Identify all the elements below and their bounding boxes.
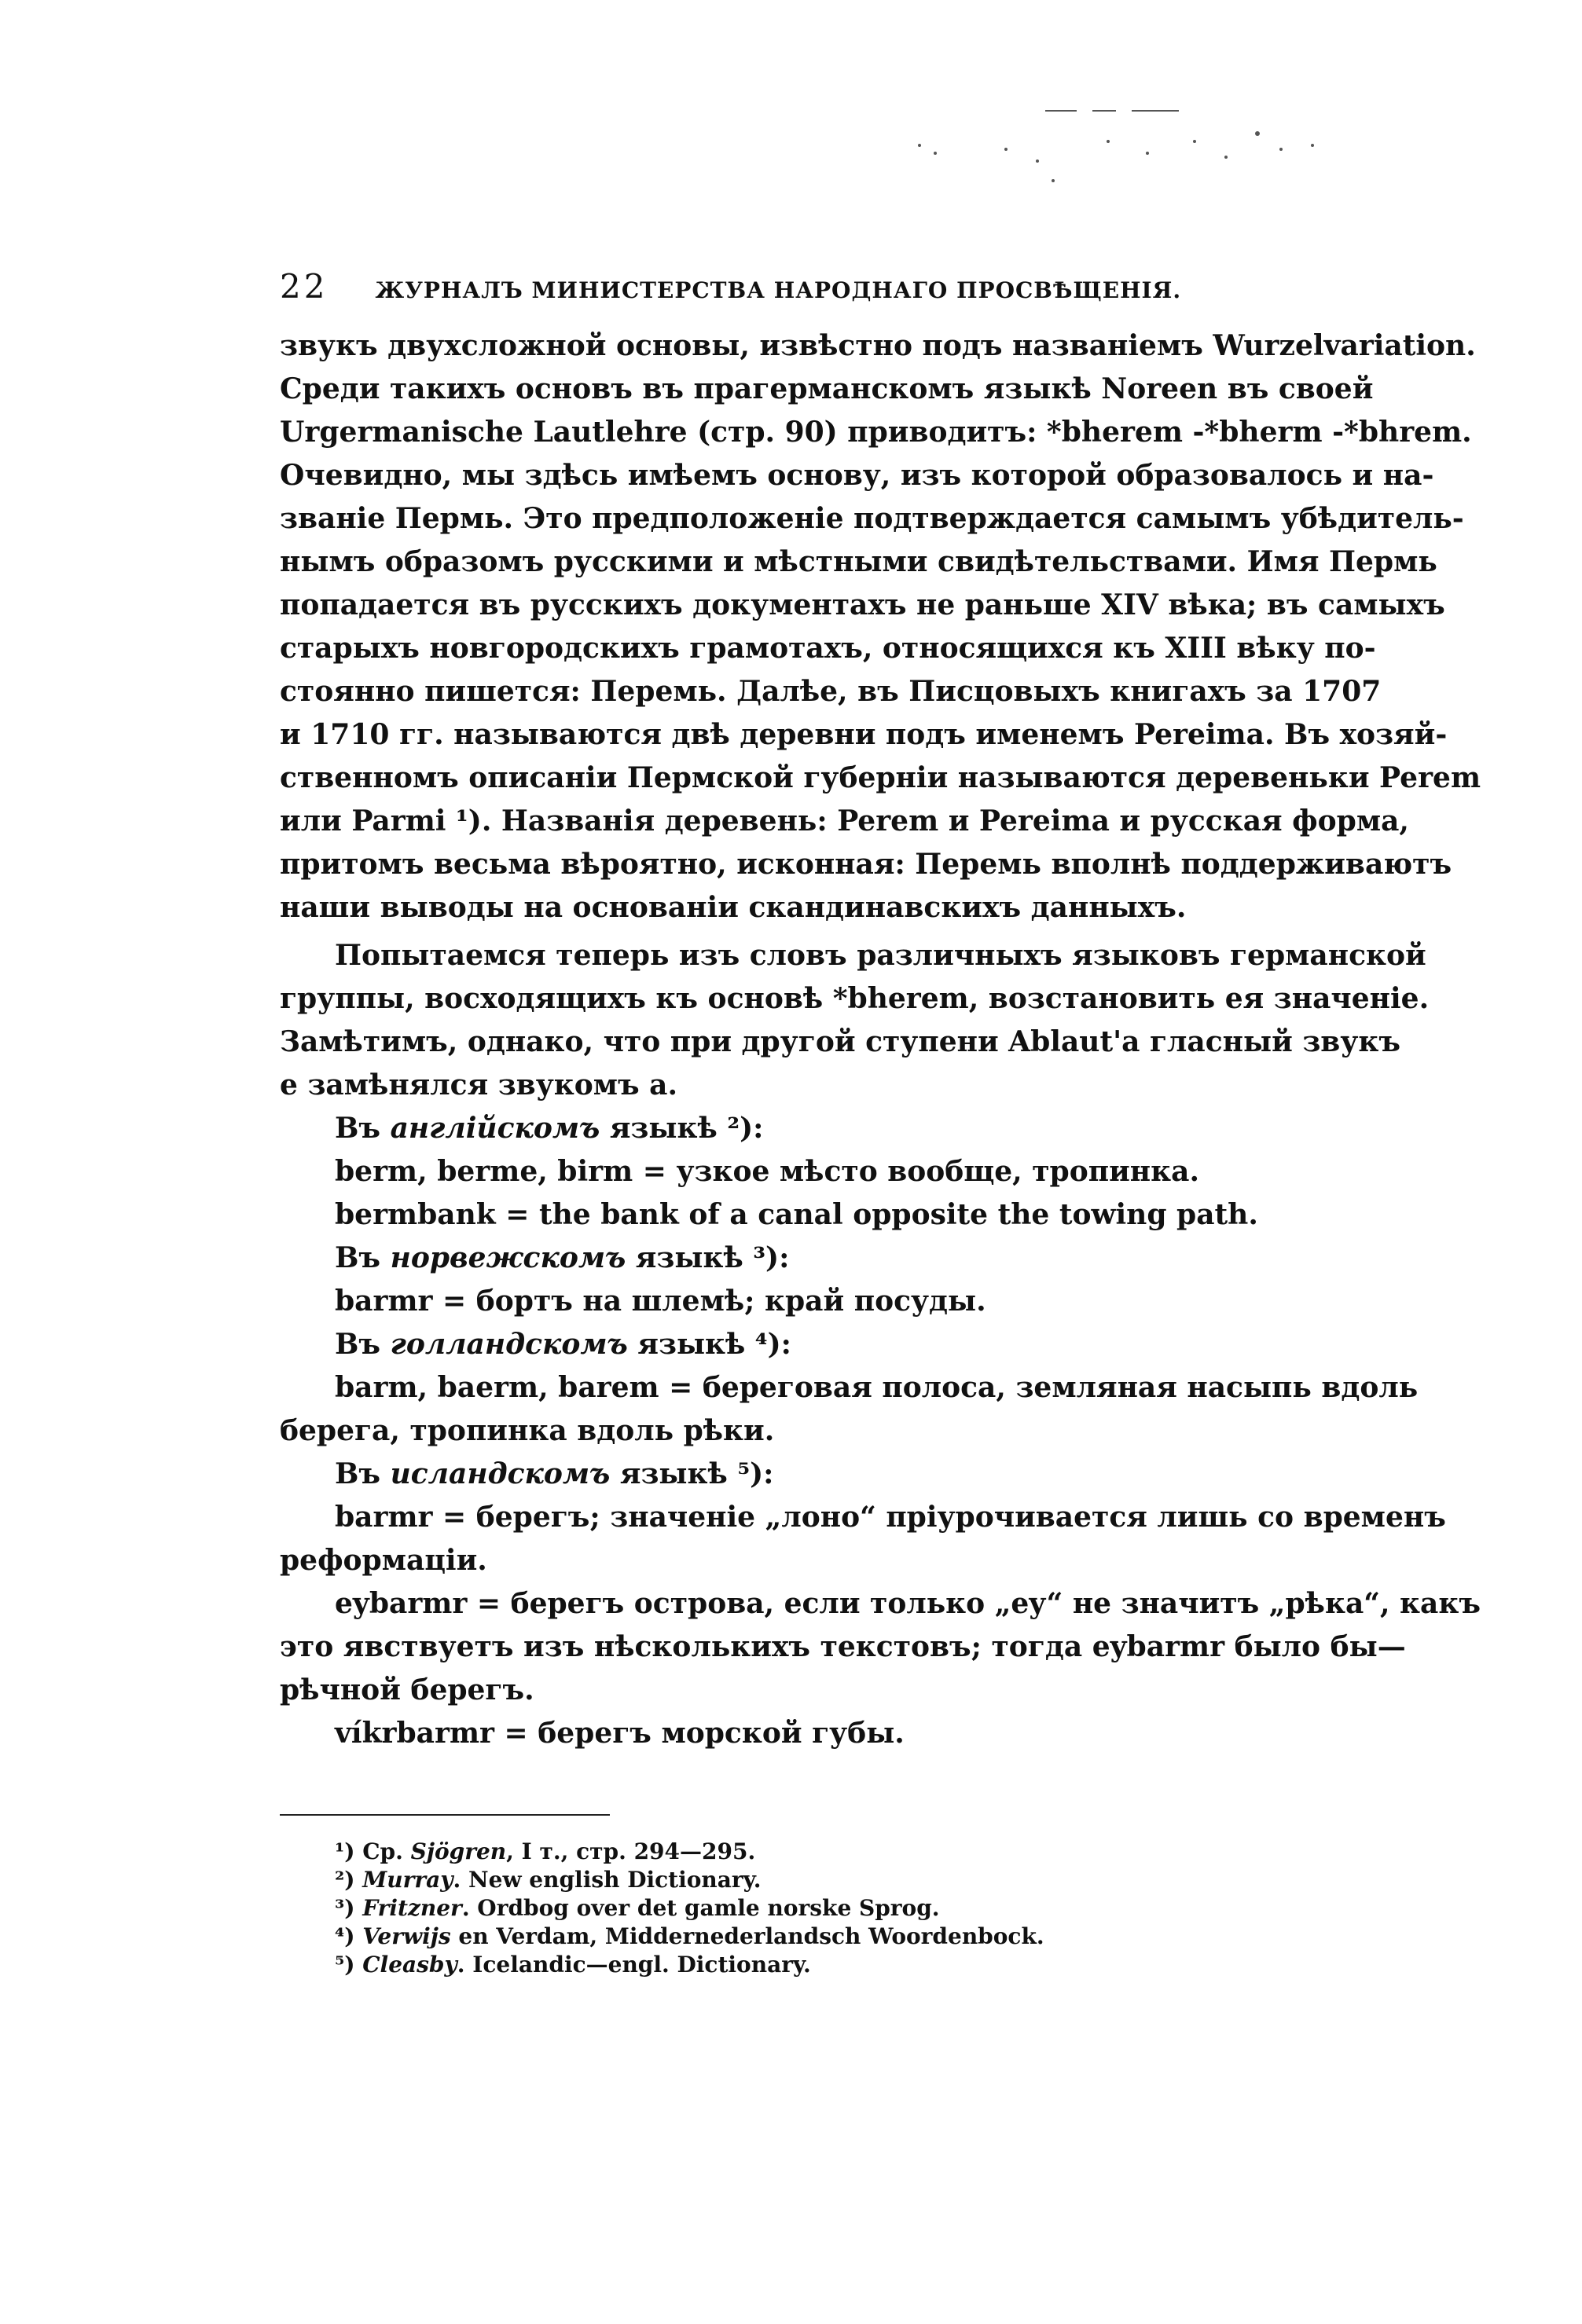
text-line: Среди такихъ основъ въ прагерманскомъ языкѣ Noreen въ своей [280, 372, 1374, 405]
footnotes [280, 1838, 1301, 1979]
text-line: Замѣтимъ, однако, что при другой ступени Ablaut'а гласный звукъ [280, 1025, 1400, 1058]
text-line: eybarmr = берегъ острова, если только „ey“ не значитъ „рѣка“, какъ [335, 1587, 1481, 1620]
text-line: это явствуетъ изъ нѣсколькихъ текстовъ; тогда eybarmr было бы— [280, 1630, 1406, 1663]
language-heading: Въ голландскомъ языкѣ ⁴): [335, 1328, 791, 1361]
icelandic-section [280, 1453, 1481, 1755]
text-line: реформаціи. [280, 1544, 487, 1577]
norwegian-section [280, 1237, 1301, 1323]
language-heading: Въ исландскомъ языкѣ ⁵): [335, 1457, 774, 1490]
footnote-2: ²) Murray. New english Dictionary. [335, 1867, 762, 1893]
text-line: Urgermanische Lautlehre (стр. 90) приводитъ: *bherem -*bherm -*bhrem. [280, 416, 1472, 449]
text-line: наши выводы на основаніи скандинавскихъ данныхъ. [280, 891, 1187, 924]
footnote-3: ³) Fritzner. Ordbog over det gamle norske Sprog. [335, 1895, 940, 1921]
text-line: званіе Пермь. Это предположеніе подтверждается самымъ убѣдитель- [280, 502, 1464, 535]
text-line: стоянно пишется: Перемь. Далѣе, въ Писцовыхъ книгахъ за 1707 [280, 675, 1382, 708]
language-name: англійскомъ [390, 1112, 600, 1145]
running-title: ЖУРНАЛЪ МИНИСТЕРСТВА НАРОДНАГО ПРОСВѢЩЕНІЯ. [375, 277, 1182, 303]
scan-specks [912, 102, 1399, 196]
text-line: Попытаемся теперь изъ словъ различныхъ языковъ германской [335, 939, 1426, 972]
text-line: Очевидно, мы здѣсь имѣемъ основу, изъ которой образовалось и на- [280, 459, 1434, 492]
text-line: berm, berme, birm = узкое мѣсто вообще, тропинка. [335, 1155, 1199, 1188]
footnote-author: Cleasby [362, 1952, 457, 1978]
text-line: звукъ двухсложной основы, извѣстно подъ названіемъ Wurzelvariation. [280, 329, 1476, 362]
text-line: barm, baerm, barem = береговая полоса, земляная насыпь вдоль [335, 1371, 1419, 1404]
text-line: barmr = берегъ; значеніе „лоно“ пріурочивается лишь со временъ [335, 1501, 1446, 1534]
text-line: попадается въ русскихъ документахъ не раньше XIV вѣка; въ самыхъ [280, 588, 1445, 621]
footnote-1: ¹) Ср. Sjögren, I т., стр. 294—295. [335, 1838, 756, 1864]
text-line: рѣчной берегъ. [280, 1673, 534, 1706]
running-header [280, 267, 1301, 306]
text-line: víkrbarmr = берегъ морской губы. [335, 1717, 905, 1750]
dutch-section [280, 1323, 1419, 1453]
footnote-divider [280, 1814, 610, 1816]
footnote-author: Sjögren [410, 1838, 507, 1864]
text-line: ственномъ описаніи Пермской губерніи называются деревеньки Perem [280, 761, 1481, 794]
language-name: норвежскомъ [390, 1241, 626, 1274]
text-line: группы, восходящихъ къ основѣ *bherem, возстановить ея значеніе. [280, 982, 1430, 1015]
language-heading: Въ норвежскомъ языкѣ ³): [335, 1241, 790, 1274]
text-line: берега, тропинка вдоль рѣки. [280, 1414, 775, 1447]
text-line: нымъ образомъ русскими и мѣстными свидѣтельствами. Имя Пермь [280, 545, 1437, 578]
footnote-author: Verwijs [362, 1923, 451, 1949]
paragraph-2 [280, 934, 1430, 1107]
text-line: e замѣнялся звукомъ a. [280, 1069, 678, 1102]
text-line: старыхъ новгородскихъ грамотахъ, относящихся къ XIII вѣку по- [280, 632, 1376, 665]
text-line: или Parmi ¹). Названія деревень: Perem и Pereima и русская форма, [280, 805, 1409, 838]
footnote-author: Murray [362, 1867, 453, 1893]
page-body [280, 267, 1481, 1979]
text-line: притомъ весьма вѣроятно, исконная: Перемь вполнѣ поддерживаютъ [280, 848, 1452, 881]
footnote-5: ⁵) Cleasby. Icelandic—engl. Dictionary. [335, 1952, 811, 1978]
language-name: голландскомъ [390, 1328, 628, 1361]
language-name: исландскомъ [390, 1457, 611, 1490]
text-line: barmr = бортъ на шлемѣ; край посуды. [335, 1285, 986, 1318]
paragraph-1 [280, 324, 1481, 929]
footnote-4: ⁴) Verwijs en Verdam, Middernederlandsch Woordenbock. [335, 1923, 1044, 1949]
english-section [280, 1107, 1301, 1237]
footnote-author: Fritzner [362, 1895, 462, 1921]
page-number: 22 [280, 267, 329, 306]
text-line: и 1710 гг. называются двѣ деревни подъ именемъ Pereima. Въ хозяй- [280, 718, 1448, 751]
text-line: bermbank = the bank of a canal opposite the towing path. [335, 1198, 1258, 1231]
language-heading: Въ англійскомъ языкѣ ²): [335, 1112, 764, 1145]
